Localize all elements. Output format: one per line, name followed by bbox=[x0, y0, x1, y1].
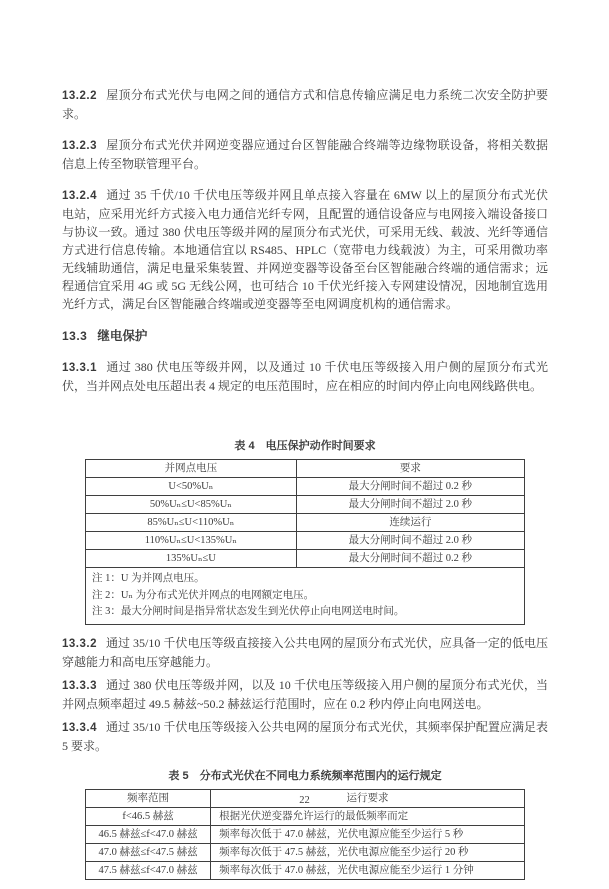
table-row bbox=[86, 807, 525, 825]
clause-number: 13.2.3 bbox=[62, 140, 97, 152]
table5-cell-range: 47.5 赫兹≤f<47.0 赫兹 bbox=[86, 861, 211, 879]
table4-cell-range: 110%Uₙ≤U<135%Uₙ bbox=[86, 532, 297, 550]
clause-13-3-2 bbox=[62, 634, 548, 671]
table4-voltage-protection bbox=[85, 459, 525, 625]
table4-cell-requirement: 连续运行 bbox=[296, 514, 524, 532]
table-row bbox=[86, 861, 525, 879]
table5-cell-range: 46.5 赫兹≤f<47.0 赫兹 bbox=[86, 825, 211, 843]
section-title: 继电保护 bbox=[97, 329, 148, 343]
table-row bbox=[86, 496, 525, 514]
clause-13-2-2 bbox=[62, 86, 548, 123]
table5-cell-requirement: 频率每次低于 47.0 赫兹，光伏电源应能至少运行 1 分钟 bbox=[211, 861, 525, 879]
table-row bbox=[86, 532, 525, 550]
table5-cell-requirement: 频率每次低于 47.5 赫兹，光伏电源应能至少运行 20 秒 bbox=[211, 843, 525, 861]
table4-cell-requirement: 最大分闸时间不超过 2.0 秒 bbox=[296, 496, 524, 514]
table5-cell-requirement: 频率每次低于 47.0 赫兹，光伏电源应能至少运行 5 秒 bbox=[211, 825, 525, 843]
table4-header-requirement: 要求 bbox=[296, 460, 524, 478]
table5-header-frequency: 频率范围 bbox=[86, 789, 211, 807]
table-row bbox=[86, 478, 525, 496]
clause-number: 13.2.4 bbox=[62, 190, 97, 202]
table4-cell-range: 50%Uₙ≤U<85%Uₙ bbox=[86, 496, 297, 514]
clause-13-2-4 bbox=[62, 186, 548, 313]
clause-number: 13.3.2 bbox=[62, 637, 97, 650]
table4-cell-requirement: 最大分闸时间不超过 0.2 秒 bbox=[296, 478, 524, 496]
clause-text: 屋顶分布式光伏并网逆变器应通过台区智能融合终端等边缘物联设备，将相关数据信息上传至物联管理平台。 bbox=[62, 138, 548, 171]
table4-header-row bbox=[86, 460, 525, 478]
table4-cell-requirement: 最大分闸时间不超过 2.0 秒 bbox=[296, 532, 524, 550]
table4-cell-requirement: 最大分闸时间不超过 0.2 秒 bbox=[296, 550, 524, 568]
table5-header-requirement: 运行要求 bbox=[211, 789, 525, 807]
clause-number: 13.3.3 bbox=[62, 679, 97, 692]
table4-notes-row bbox=[86, 568, 525, 625]
section-heading-13-3 bbox=[62, 326, 548, 344]
clause-13-2-3 bbox=[62, 136, 548, 173]
page-number: 22 bbox=[299, 795, 310, 806]
page-content bbox=[62, 86, 548, 889]
clause-text: 通过 380 伏电压等级并网，以及通过 10 千伏电压等级接入用户侧的屋顶分布式光伏，当并网点处电压超出表 4 规定的电压范围时，应在相应的时间内停止向电网线路供电。 bbox=[62, 360, 548, 393]
table4-cell-range: 135%Uₙ≤U bbox=[86, 550, 297, 568]
clause-text: 通过 35/10 千伏电压等级直接接入公共电网的屋顶分布式光伏，应具备一定的低电压穿越能力和高电压穿越能力。 bbox=[62, 635, 548, 669]
table-row bbox=[86, 550, 525, 568]
table4-note-3: 注 3：最大分闸时间是指异常状态发生到光伏停止向电网送电时间。 bbox=[92, 606, 405, 617]
clause-text: 通过 35 千伏/10 千伏电压等级并网且单点接入容量在 6MW 以上的屋顶分布式光伏电站，应采用光纤方式接入电力通信光纤专网，且配置的通信设备应与电网接入端设备接口与协议一致。通过 380 伏电压等级并网的屋顶分布式光伏，可采用无线、载波、光纤等通信方式进行信息传输。本地通信宜以 RS485、HPLC（宽带电力线载波）为主，可采用微功率无线辅助通信，满足电量采集装置、并网逆变器等设备至台区智能融合终端的通信需求；远程通信宜采用 4G 或 5G 无线公网，也可结合 10 千伏光纤接入专网建设情况，因地制宜选用光纤方式，满足台区智能融合终端或逆变器等至电网调度机构的通信需求。 bbox=[62, 188, 548, 311]
clause-number: 13.2.2 bbox=[62, 90, 97, 102]
clause-text: 屋顶分布式光伏与电网之间的通信方式和信息传输应满足电力系统二次安全防护要求。 bbox=[62, 88, 548, 121]
table4-cell-range: 85%Uₙ≤U<110%Uₙ bbox=[86, 514, 297, 532]
clause-number: 13.3.1 bbox=[62, 362, 97, 374]
table5-cell-requirement: 根据光伏逆变器允许运行的最低频率而定 bbox=[211, 807, 525, 825]
clause-13-3-3 bbox=[62, 676, 548, 713]
table4-header-voltage: 并网点电压 bbox=[86, 460, 297, 478]
table5-title: 表 5 分布式光伏在不同电力系统频率范围内的运行规定 bbox=[168, 769, 442, 782]
table4-cell-range: U<50%Uₙ bbox=[86, 478, 297, 496]
table-row bbox=[86, 825, 525, 843]
table4-title: 表 4 电压保护动作时间要求 bbox=[234, 440, 376, 452]
table-row bbox=[86, 843, 525, 861]
clause-text: 通过 380 伏电压等级并网，以及 10 千伏电压等级接入用户侧的屋顶分布式光伏，当并网点频率超过 49.5 赫兹~50.2 赫兹运行范围时，应在 0.2 秒内停止向电网送电。 bbox=[62, 677, 548, 711]
table5-cell-range: f<46.5 赫兹 bbox=[86, 807, 211, 825]
table4-note-2: 注 2：Uₙ 为分布式光伏并网点的电网额定电压。 bbox=[92, 589, 315, 601]
table4-note-1: 注 1：U 为并网点电压。 bbox=[92, 573, 205, 584]
section-number: 13.3 bbox=[62, 329, 88, 343]
table4-notes bbox=[86, 568, 525, 625]
table5-cell-range: 47.0 赫兹≤f<47.5 赫兹 bbox=[86, 843, 211, 861]
clause-number: 13.3.4 bbox=[62, 721, 97, 734]
clause-13-3-1 bbox=[62, 358, 548, 395]
table-row bbox=[86, 514, 525, 532]
clause-text: 通过 35/10 千伏电压等级接入公共电网的屋顶分布式光伏，其频率保护配置应满足表 5 要求。 bbox=[62, 719, 548, 753]
clause-13-3-4 bbox=[62, 718, 548, 755]
